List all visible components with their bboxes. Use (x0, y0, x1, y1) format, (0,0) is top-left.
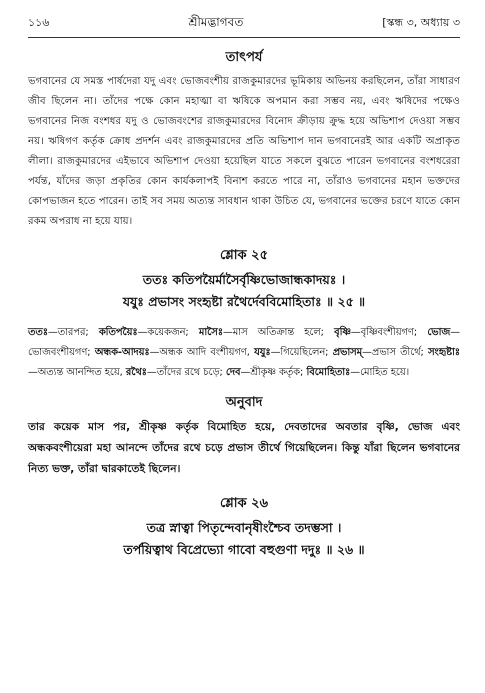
synonym-word: দেব (225, 367, 241, 378)
page-header (28, 14, 460, 38)
verse-26-line-2: তর্পয়িত্বাথ বিপ্রেভ্যো গাবো বহুগুণা দদুঃ ॥ ২৬ ॥ (123, 542, 365, 557)
synonym-meaning: —বৃষ্ণিবংশীয়গণ; (350, 327, 428, 338)
verse-25-line-1: ততঃ কতিপয়ৈর্মাসৈর্বৃষ্ণিভোজান্ধকাদয়ঃ । (142, 272, 346, 287)
synonym-meaning: —গিয়েছিলেন; (270, 347, 333, 358)
synonym-meaning: —তাঁদের রথে চড়ে; (146, 367, 226, 378)
book-title: শ্রীমদ্ভাগবত (188, 15, 244, 29)
verse-25-title: শ্লোক ২৫ (219, 248, 269, 263)
synonym-word: ভোজ (427, 327, 451, 338)
synonym-word: অন্ধক-আদয়ঃ (94, 347, 150, 358)
synonym-meaning: —ভোজবংশীয়গণ; (28, 327, 460, 358)
section-label: [স্কন্ধ ৩, অধ্যায় ৩ (382, 16, 460, 29)
synonym-word: সংহৃষ্টাঃ (428, 347, 461, 358)
purport-heading: তাৎপর্য (225, 50, 263, 65)
synonym-word: রথৈঃ (125, 367, 147, 378)
synonym-meaning: —অন্ধক আদি বংশীয়গণ, (149, 347, 255, 358)
synonym-word: প্রভাসম্ (332, 347, 363, 358)
purport-text: ভগবানের যে সমস্ত পার্ষদেরা যদু এবং ভোজবংশীয় রাজকুমারদের ভূমিকায় অভিনয় করছিলেন, তাঁরা সাধারণ জীব ছিলেন না। তাঁদের পক্ষে কোন মহাত্মা বা ঋষিকে অপমান করা সম্ভব নয়, এবং ঋষিদের পক্ষেও ভগবানের নিজ বংশধর যদু ও ভোজবংশের রাজকুমারদের বিনোদ ক্রীড়ায় ক্রুদ্ধ হয়ে অভিশাপ দেওয়া সম্ভব নয়। ঋষিগণ কর্তৃক ক্রোধ প্রদর্শন এবং রাজকুমারদের প্রতি অভিশাপ দান ভগবানেরই আর একটি অপ্রাকৃত লীলা। রাজকুমারদের এইভাবে অভিশাপ দেওয়া হয়েছিল যাতে সকলে বুঝতে পারেন ভগবানের বংশধরেরা পর্যন্ত, যাঁদের জড়া প্রকৃতির কোন কার্যকলাপই বিনাশ করতে পারে না, তাঁরাও ভগবানের মহান ভক্তদের কোপভাজন হতে পারেন। তাই সব সময় অত্যন্ত সাবধান থাকা উচিত যে, ভগবানের ভক্তের চরণে যাতে কোন রকম অপরাধ না হয়ে যায়। (28, 76, 460, 227)
translation-text: তার কয়েক মাস পর, শ্রীকৃষ্ণ কর্তৃক বিমোহিত হয়ে, দেবতাদের অবতার বৃষ্ণি, ভোজ এবং অন্ধকবংশীয়েরা মহা আনন্দে তাঁদের রথে চড়ে প্রভাস তীর্থে গিয়েছিলেন। কিন্তু যাঁরা ছিলেন ভগবানের নিত্য ভক্ত, তাঁরা দ্বারকাতেই ছিলেন। (28, 421, 460, 475)
synonym-word: ততঃ (28, 327, 48, 338)
synonym-meaning: —তারপর; (47, 327, 99, 338)
synonym-word: মাসৈঃ (198, 327, 223, 338)
verse-26-line-1: তত্র স্নাত্বা পিতৃন্দেবানৃষীংশ্চৈব তদম্ভসা । (146, 520, 342, 535)
synonym-meaning: —অত্যন্ত আনন্দিত হয়ে, (28, 367, 126, 378)
synonym-meaning: —প্রভাস তীর্থে; (362, 347, 429, 358)
translation-heading: অনুবাদ (225, 395, 263, 410)
synonym-meaning: —কয়েকজন; (137, 327, 199, 338)
synonym-word: কতিপয়ৈঃ (98, 327, 138, 338)
synonym-meaning: —শ্রীকৃষ্ণ কর্তৃক; (240, 367, 307, 378)
verse-25-line-2: যযুঃ প্রভাসং সংহৃষ্টা রথৈর্দেববিমোহিতাঃ ॥ ২৫ ॥ (122, 294, 366, 309)
synonym-word: বিমোহিতাঃ (306, 367, 351, 378)
synonyms-block (28, 323, 460, 383)
synonym-word: বৃষ্ণি (334, 327, 351, 338)
synonym-meaning: —মাস অতিক্রান্ত হলে; (223, 327, 335, 338)
verse-26-title: শ্লোক ২৬ (219, 496, 269, 511)
synonym-word: যযুঃ (254, 347, 271, 358)
page-number: ১১৬ (28, 16, 50, 29)
synonym-meaning: —মোহিত হয়ে। (350, 367, 410, 378)
document-page (28, 14, 460, 561)
